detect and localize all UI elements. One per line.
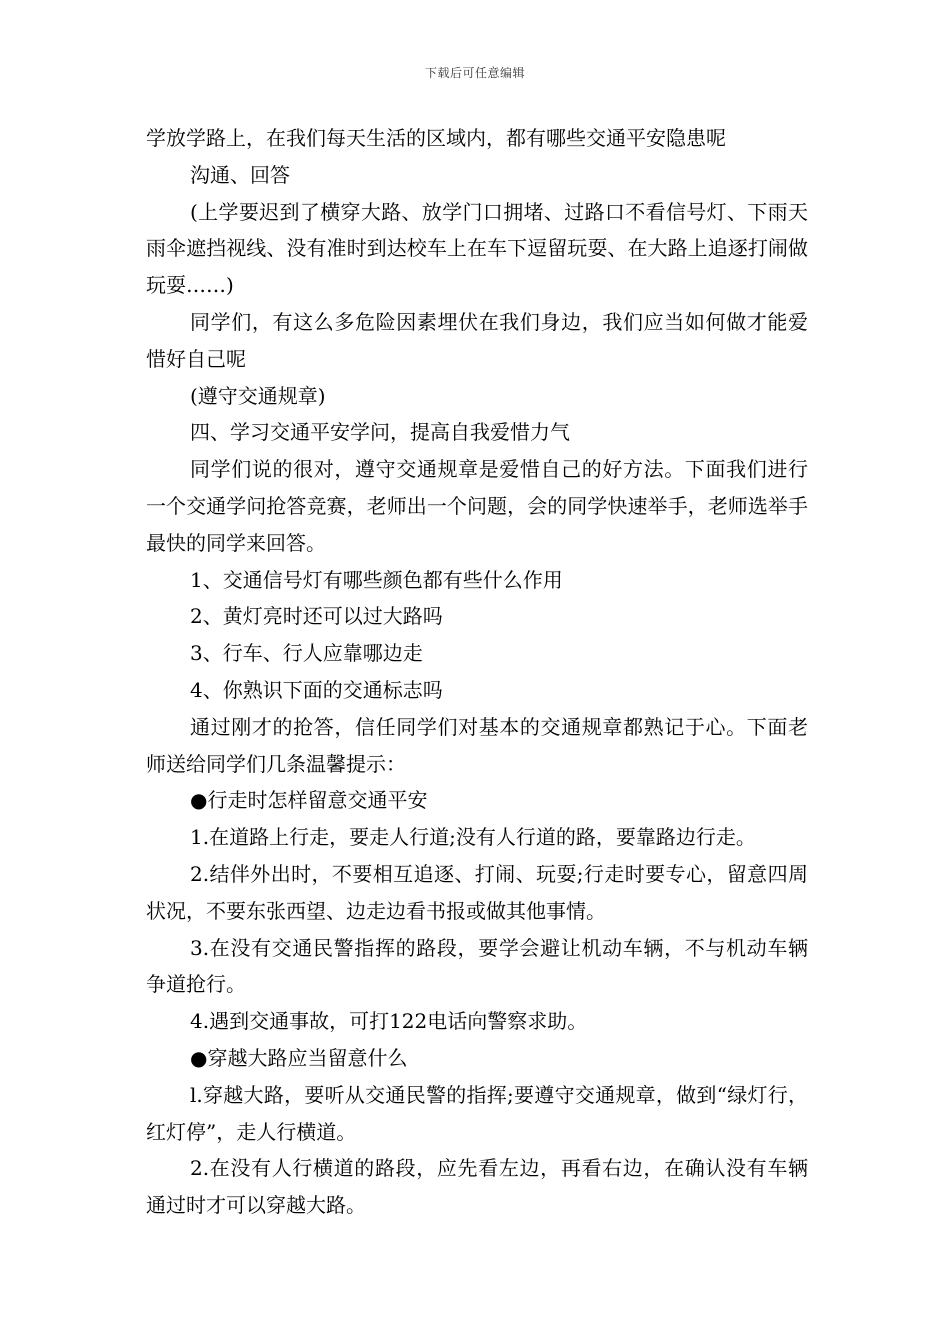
paragraph-hazard-examples: (上学要迟到了横穿大路、放学门口拥堵、过路口不看信号灯、下雨天雨伞遮挡视线、没有准时到达校车上在车下逗留玩耍、在大路上追逐打闹做玩耍……)	[146, 199, 808, 298]
paragraph-answer: (遵守交通规章)	[190, 383, 326, 408]
paragraph-tips-intro: 通过刚才的抢答，信任同学们对基本的交通规章都熟记于心。下面老师送给同学们几条温馨提示：	[146, 714, 808, 776]
quiz-item-4: 4、你熟识下面的交通标志吗	[190, 677, 443, 702]
paragraph-question: 同学们，有这么多危险因素埋伏在我们身边，我们应当如何做才能爱惜好自己呢	[146, 309, 808, 371]
page-header-note: 下载后可任意编辑	[424, 66, 525, 80]
paragraph-quiz-intro: 同学们说的很对，遵守交通规章是爱惜自己的好方法。下面我们进行一个交通学问抢答竞赛，老师出一个问题，会的同学快速举手，老师选举手最快的同学来回答。	[146, 457, 808, 555]
walking-tip-4: 4.遇到交通事故，可打122电话向警察求助。	[190, 1009, 588, 1034]
bullet-heading-crossing: ●穿越大路应当留意什么	[190, 1045, 408, 1070]
crossing-tip-1: l.穿越大路，要听从交通民警的指挥;要遵守交通规章，做到“绿灯行，红灯停”，走人行横道。	[146, 1082, 808, 1144]
walking-tip-2: 2.结伴外出时，不要相互追逐、打闹、玩耍;行走时要专心，留意四周状况，不要东张西望、边走边看书报或做其他事情。	[146, 861, 808, 923]
quiz-item-2: 2、黄灯亮时还可以过大路吗	[190, 604, 443, 629]
crossing-tip-2: 2.在没有人行横道的路段，应先看左边，再看右边，在确认没有车辆通过时才可以穿越大路。	[146, 1156, 808, 1218]
quiz-item-3: 3、行车、行人应靠哪边走	[190, 641, 423, 666]
quiz-item-1: 1、交通信号灯有哪些颜色都有些什么作用	[190, 567, 563, 592]
walking-tip-3: 3.在没有交通民警指挥的路段，要学会避让机动车辆，不与机动车辆争道抢行。	[146, 935, 808, 997]
paragraph-continued: 学放学路上，在我们每天生活的区域内，都有哪些交通平安隐患呢	[146, 126, 726, 150]
document-body	[146, 120, 808, 1224]
paragraph-discussion: 沟通、回答	[190, 162, 290, 187]
walking-tip-1: 1.在道路上行走，要走人行道;没有人行道的路，要靠路边行走。	[190, 825, 756, 850]
section-heading-4: 四、学习交通平安学问，提高自我爱惜力气	[190, 420, 570, 445]
bullet-heading-walking: ●行走时怎样留意交通平安	[190, 788, 428, 813]
